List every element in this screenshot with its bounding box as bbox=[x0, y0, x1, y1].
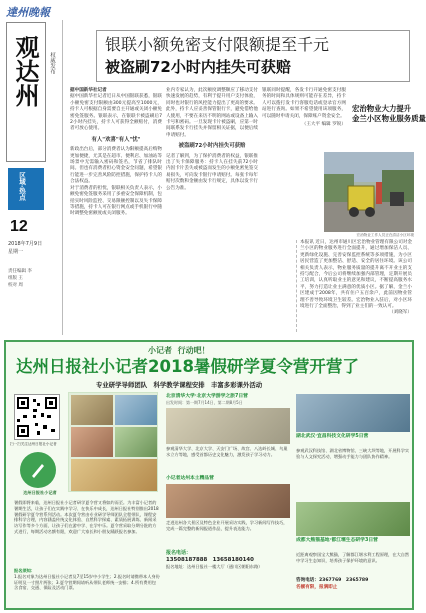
news1-subhead: 有人"欢喜"有人"忧" bbox=[91, 136, 141, 143]
activity-photo bbox=[296, 502, 410, 536]
news1-paragraph: 银联同时提醒，各发卡行开通免密支付服务的时间和具体规则可能存在差异，持卡人可以拨打发卡行客服电话或登录官方网站进行查询。如果不希望使用该项服务，可以随时申请关闭，保障账户资金安全。 bbox=[262, 88, 346, 119]
camp-photo bbox=[115, 427, 157, 457]
news2-headline bbox=[352, 104, 426, 124]
contact-line bbox=[166, 550, 294, 557]
activity-card[interactable] bbox=[166, 394, 290, 472]
camp-photo bbox=[115, 395, 157, 425]
camp-notes-text: 1.报名对象为达州日报社小记者及7至15岁中小学生；2.报名时请携带本人身份证明及一寸照片两张；3.夏令营期间请听从带队老师统一安排；4.所有费用包含食宿、交通、保险及活动门票。 bbox=[14, 573, 160, 591]
news1-paragraph: 据中国新华社记者近日从中国银联获悉，银联小额免密支付限额由300元提高至1000元，持卡人可根据自身需要自主开通或关闭小额免密免签服务。银联表示，在银联卡被盗刷后72小时内挂失，持卡人可获得全额赔付，消费者可放心使用。 bbox=[70, 94, 162, 132]
news1-headline-box bbox=[96, 30, 410, 82]
contact-block-2 bbox=[296, 578, 410, 606]
contact2-line[interactable]: 咨询电话：2367769 2365789 bbox=[296, 578, 369, 583]
camp-title: 达州日报社小记者2018暑假研学夏令营开营了 bbox=[16, 357, 359, 376]
camp-notes-title: 报名须知： bbox=[14, 568, 35, 573]
news2-photo bbox=[324, 152, 414, 232]
page-number: 12 bbox=[10, 218, 28, 235]
camp-intro-text: 暑假即将来临，达州日报社小记者研学夏令营又将如约而至。为丰富小记者的暑期生活，让孩子们在实践中学习、在快乐中成长，达州日报社特别推出2018暑假研学夏令营系列活动。本次夏令营由专业研学导师团队全程带队，课程安排科学合理，内容涵盖传统文化体验、自然科学探索、素质拓展训练、新闻采访写作等多个方面，让孩子们在游中学、在学中乐。夏令营采取分期分批的方式进行，每期活动名额有限，欢迎广大家长和小朋友踊跃报名参加。 bbox=[14, 500, 159, 534]
news1-paragraph: 对于消费者的担忧，银联相关负责人表示，小额免密免签服务采用了多重安全保障机制，包括实时风险监控、交易限额控制以及失卡保障等措施，持卡人可在银行网点或手机银行中随时调整免密额度或关闭服务。 bbox=[70, 185, 162, 217]
proof-credit: 校对 周 bbox=[8, 283, 23, 288]
camp-subtitle: 专业研学导师团队 科学教学课程安排 丰富多彩课外活动 bbox=[96, 381, 263, 389]
activity-photo bbox=[166, 484, 290, 518]
sidebar bbox=[6, 22, 58, 334]
news1-byline: 据中国新华社记者 bbox=[70, 88, 107, 93]
news2-divider bbox=[296, 240, 297, 332]
activity-body: 走进达州各大景区及特色企业开展采访实践，学习新闻写作技巧，完成一篇完整的新闻报道作品，提升表达能力。 bbox=[166, 520, 288, 531]
camp-photo bbox=[71, 459, 157, 491]
contact-address: 报名地址：达州日报社一楼大厅（通川区朝阳东路） bbox=[166, 564, 263, 569]
contact-label: 报名电话： bbox=[166, 550, 192, 556]
activity-card[interactable] bbox=[296, 502, 410, 574]
activity-title: 成都大熊猫基地·都江堰生态研学3日营 bbox=[296, 538, 378, 543]
activity-body: 近距离观察国宝大熊猫，了解都江堰水利工程原理，在大自然中学习生态知识，培养孩子保护环境的意识。 bbox=[296, 552, 410, 563]
pen-icon bbox=[28, 460, 48, 480]
camp-logo-text: 达州日报社小记者 bbox=[23, 490, 57, 495]
camp-tag: 小记者 行动吧！ bbox=[148, 346, 210, 355]
sidebar-header-box bbox=[6, 22, 46, 162]
activity-card[interactable] bbox=[296, 394, 410, 502]
news1-paragraph: 记者了解到，为了保护消费者的权益，银联推出了失卡保障服务：持卡人在挂失前72小时内因卡片丢失或被盗而发生的小额免密免签交易损失，可向发卡银行申请赔付。每张卡每年赔付次数和金额由发卡行规定，具体以发卡行公告为准。 bbox=[166, 153, 258, 191]
section-name: 区域·热点 bbox=[18, 172, 26, 201]
qr-pattern bbox=[15, 395, 59, 439]
news1-title: 银联小额免密支付限额提至千元 bbox=[105, 35, 330, 54]
news2-photo-caption: 宏治物业工作人员正在清洁小区环境 bbox=[356, 233, 414, 237]
news1-paragraph: 此外，持卡人应妥善保管银行卡，避免借给他人使用，不要在来历不明的网站或设备上输入卡号和密码。一旦发现卡片被盗刷，应第一时间联系发卡行挂失并保留相关证据，以便后续申请赔付。 bbox=[166, 107, 258, 138]
activity-title: 小记者达州本土精品营 bbox=[166, 476, 214, 481]
camp-notes bbox=[14, 568, 160, 606]
news1-paragraph: 新政出台后，部分消费者认为限额提高后购物更加便捷，尤其是在超市、便利店、加油站等场景中无需输入密码和签名，节省了排队时间。但也有消费者担心资金安全问题，希望银行能进一步完善风险防控措施，保护持卡人的合法权益。 bbox=[70, 147, 162, 185]
news1-column-2 bbox=[166, 88, 258, 328]
activity-title: 湖北武汉·宜昌科技文化研学5日营 bbox=[296, 434, 369, 439]
camp-photo bbox=[71, 395, 113, 425]
news2-headline-line2: 金兰小区物业服务质量 bbox=[352, 114, 426, 123]
activity-body: 参观武汉科技馆、湖北省博物馆、三峡大坝等地，开展科学实验与人文探究活动，增强动手能力与团队协作精神。 bbox=[296, 448, 410, 459]
activity-photo bbox=[166, 408, 290, 444]
activity-card[interactable] bbox=[166, 476, 290, 546]
news1-subhead: 被盗刷72小时内挂失可获赔 bbox=[178, 143, 246, 150]
qr-code[interactable] bbox=[14, 394, 60, 440]
design-credit: 组版 王 bbox=[8, 276, 23, 281]
photo-scene bbox=[324, 152, 414, 232]
activity-photo bbox=[296, 394, 410, 432]
contact-phones[interactable]: 13508187888 13658180140 bbox=[166, 557, 254, 563]
camp-photo bbox=[71, 427, 113, 457]
news2-headline-line1: 宏治物业大力提升 bbox=[352, 104, 412, 113]
news1-paragraph: 业内专家认为，此次额度调整顺应了移动支付快速发展的趋势，有利于提升用户支付体验，同时也对银行的风控能力提出了更高的要求。 bbox=[166, 88, 258, 106]
camp-intro bbox=[14, 500, 160, 566]
qr-caption: 扫一扫关注达州日报社小记者 bbox=[10, 442, 57, 446]
camp-bottom-note: 名额有限，报满即止 bbox=[296, 585, 338, 590]
news1-column-1 bbox=[70, 88, 162, 328]
contact-block bbox=[166, 550, 294, 606]
news2-body bbox=[300, 240, 412, 332]
column-title: 观达州 bbox=[11, 35, 40, 107]
issue-weekday: 星期一 bbox=[8, 249, 24, 255]
news2-paragraph: 本报讯 近日，达州市通川区宏治物业管理有限公司对金兰小区的物业服务进行全面提升，通过增加保洁人员、更新绿化设施、完善安保监控系统等多项措施，为小区居民营造了更加整洁、舒适、安全的居住环境。该公司相关负责人表示，物业服务质量的提升离不开业主的支持与配合，今后公司将继续加强内部管理，定期开展员工培训，认真听取业主的意见和建议，不断提高服务水平，努力打造让业主满意的优质小区。据了解，金兰小区建成于2008年，共有住户五百余户，此前因物业管理不善导致环境卫生较差。宏治物业入驻后，对小区环境进行了全面整治，得到了业主们的一致认可。 bbox=[300, 240, 412, 310]
activity-info: 出发时间：第一期7月14日，第二期8月5日 bbox=[166, 400, 243, 405]
news1-subtitle: 被盗刷72小时内挂失可获赔 bbox=[105, 58, 291, 76]
issue-date: 2018年7月9日 bbox=[8, 241, 43, 247]
activity-body: 参观清华大学、北京大学、天安门广场、故宫、八达岭长城、鸟巢水立方等地，感受首都历史文化魅力，激发孩子学习动力。 bbox=[166, 446, 288, 457]
sidebar-divider bbox=[62, 20, 63, 335]
activity-title: 北京清华大学·北京大学游学之旅7日营 bbox=[166, 394, 248, 399]
masthead-logo: 達州晚報 bbox=[6, 6, 50, 19]
news1-author: （王大平 编辑 罗锐） bbox=[301, 122, 346, 128]
editor-credit: 责任编辑 李 bbox=[8, 269, 32, 274]
camp-photo-collage bbox=[68, 392, 158, 492]
camp-ad bbox=[4, 340, 414, 610]
section-badge bbox=[8, 168, 44, 210]
news2-note: （刘晓军） bbox=[389, 310, 412, 316]
camp-logo bbox=[20, 452, 56, 488]
column-subtitle: 权威发布 bbox=[49, 52, 55, 74]
